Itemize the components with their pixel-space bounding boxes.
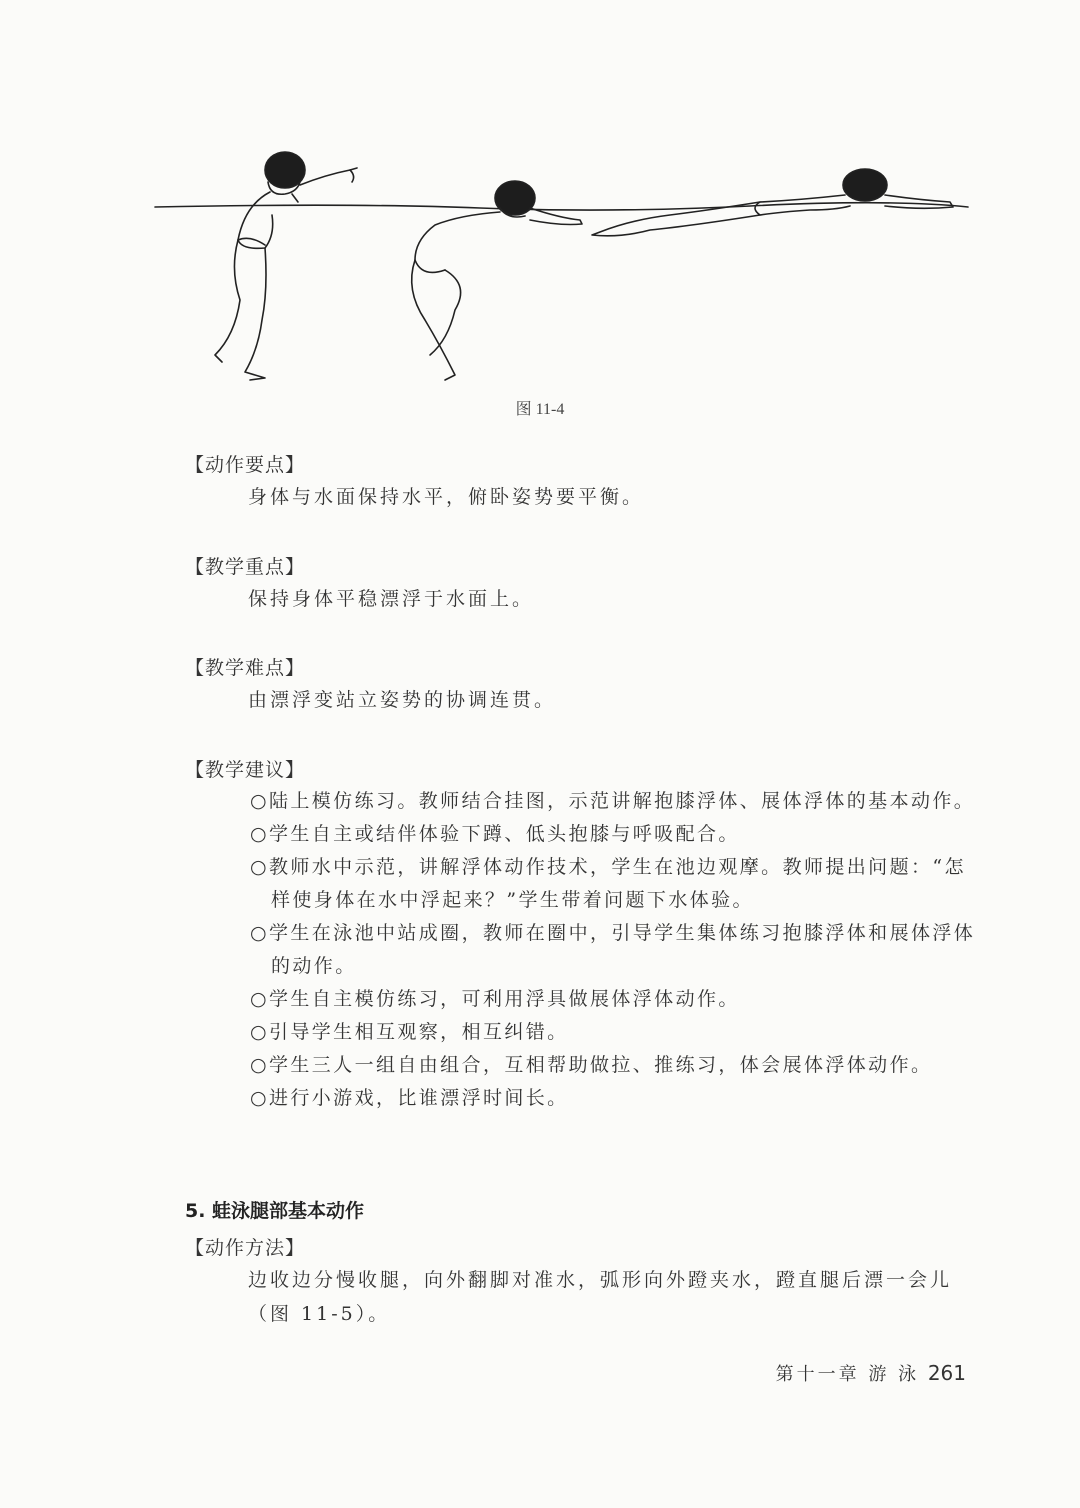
figure-11-4 (150, 140, 980, 390)
section-heading: 【教学难点】 (185, 657, 306, 679)
section-breaststroke-legs (185, 1196, 985, 1331)
list-item: ○学生三人一组自由组合，互相帮助做拉、推练习，体会展体浮体动作。 (250, 1054, 933, 1076)
section-teaching-advice (185, 755, 985, 1115)
page-footer (776, 1360, 966, 1386)
section-key-points (185, 450, 985, 514)
list-item: ○陆上模仿练习。教师结合挂图，示范讲解抱膝浮体、展体浮体的基本动作。 (250, 790, 976, 812)
figure-caption: 图 11-4 (515, 401, 565, 418)
list-item: ○学生在泳池中站成圈，教师在圈中，引导学生集体练习抱膝浮体和展体浮体的动作。 (250, 922, 976, 977)
child-standing (215, 152, 357, 380)
swimming-figure-illustration (150, 140, 980, 390)
list-item: ○学生自主模仿练习，可利用浮具做展体浮体动作。 (250, 988, 740, 1010)
section-heading: 【教学建议】 (185, 759, 306, 781)
section-teaching-difficulty (185, 653, 985, 717)
advice-list (250, 785, 985, 1115)
section-heading: 【动作方法】 (185, 1237, 306, 1259)
section-heading: 【动作要点】 (185, 454, 306, 476)
section-heading: 【教学重点】 (185, 556, 306, 578)
chapter-label: 第十一章 游 泳 (775, 1364, 920, 1385)
list-item: ○进行小游戏，比谁漂浮时间长。 (250, 1087, 569, 1109)
child-crouching (412, 181, 582, 380)
page-number: 261 (927, 1361, 966, 1385)
list-item: ○教师水中示范，讲解浮体动作技术，学生在池边观摩。教师提出问题：“怎样使身体在水中浮起来？”学生带着问题下水体验。 (250, 856, 966, 911)
section-teaching-focus (185, 552, 985, 616)
subsection-title: 5. 蛙泳腿部基本动作 (185, 1200, 365, 1222)
list-item: ○学生自主或结伴体验下蹲、低头抱膝与呼吸配合。 (250, 823, 740, 845)
section-text: 保持身体平稳漂浮于水面上。 (248, 588, 535, 610)
list-item: ○引导学生相互观察，相互纠错。 (250, 1021, 569, 1043)
section-text: 身体与水面保持水平，俯卧姿势要平衡。 (248, 486, 645, 508)
section-text: 边收边分慢收腿，向外翻脚对准水，弧形向外蹬夹水，蹬直腿后漂一会儿（图 11-5）。 (248, 1269, 953, 1325)
section-text: 由漂浮变站立姿势的协调连贯。 (248, 689, 557, 711)
